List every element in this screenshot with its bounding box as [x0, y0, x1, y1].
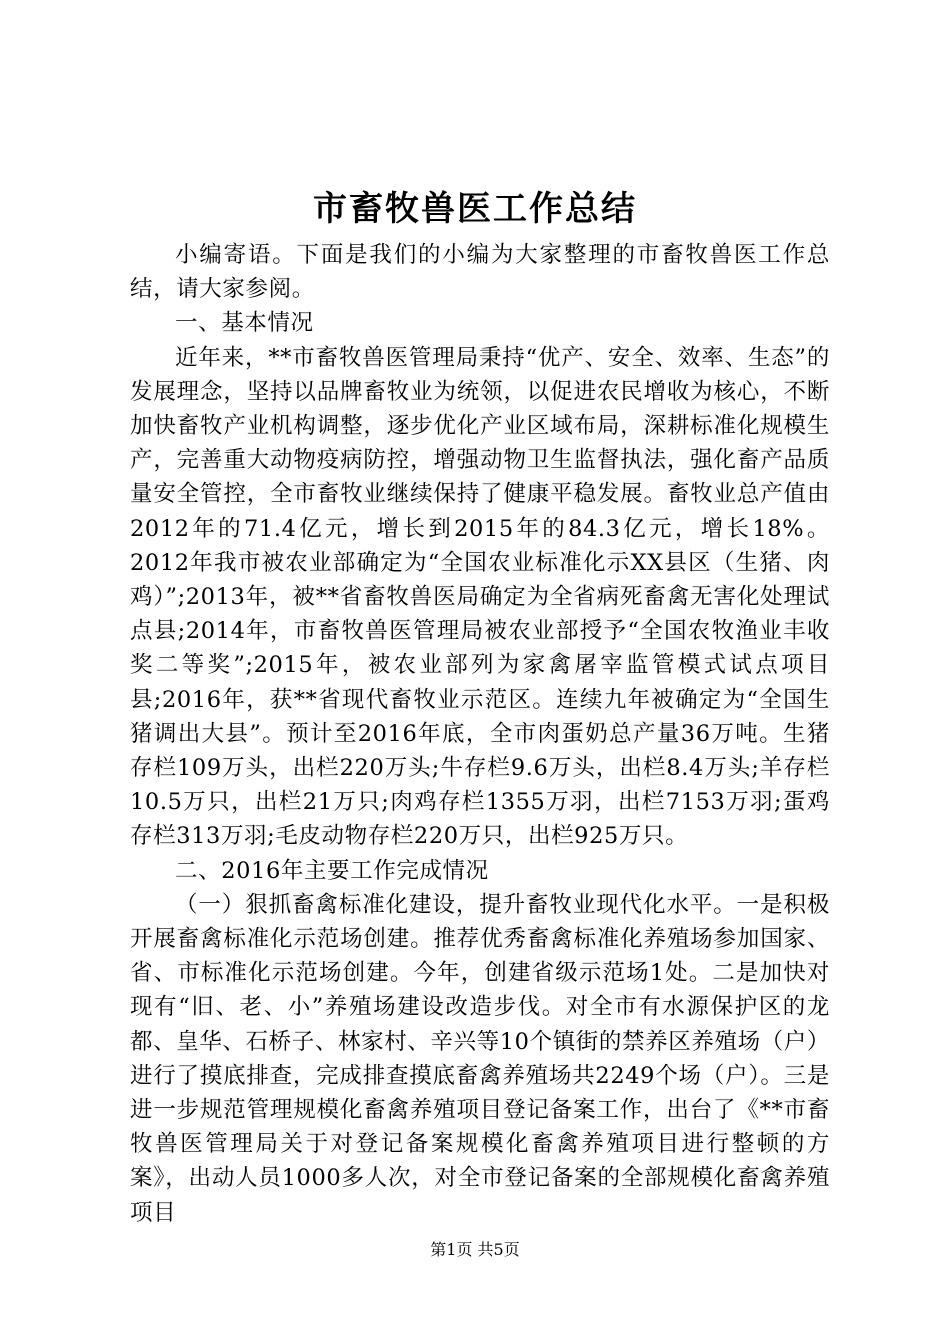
document-title: 市畜牧兽医工作总结	[313, 189, 637, 229]
main-work-paragraph: （一）狠抓畜禽标准化建设，提升畜牧业现代化水平。一是积极开展畜禽标准化示范场创建。推荐优秀畜禽标准化养殖场参加国家、省、市标准化示范场创建。今年，创建省级示范场1处。二是加快对现有“旧、老、小”养殖场建设改造步伐。对全市有水源保护区的龙都、皇华、石桥子、林家村、辛兴等10个镇街的禁养区养殖场（户）进行了摸底排查，完成排查摸底畜禽养殖场共2249个场（户）。三是进一步规范管理规模化畜禽养殖项目登记备案工作，出台了《**市畜牧兽医管理局关于对登记备案规模化畜禽养殖项目进行整顿的方案》，出动人员1000多人次，对全市登记备案的全部规模化畜禽养殖项目	[130, 891, 830, 1226]
basic-situation-paragraph: 近年来，**市畜牧兽医管理局秉持“优产、安全、效率、生态”的发展理念，坚持以品牌畜牧业为统领，以促进农民增收为核心，不断加快畜牧产业机构调整，逐步优化产业区域布局，深耕标准化规模生产，完善重大动物疫病防控，增强动物卫生监督执法，强化畜产品质量安全管控，全市畜牧业继续保持了健康平稳发展。畜牧业总产值由2012年的71.4亿元，增长到2015年的84.3亿元，增长18%。2012年我市被农业部确定为“全国农业标准化示XX县区（生猪、肉鸡）”;2013年，被**省畜牧兽医局确定为全省病死畜禽无害化处理试点县;2014年，市畜牧兽医管理局被农业部授予“全国农牧渔业丰收奖二等奖”;2015年，被农业部列为家禽屠宰监管模式试点项目县;2016年，获**省现代畜牧业示范区。连续九年被确定为“全国生猪调出大县”。预计至2016年底，全市肉蛋奶总产量36万吨。生猪存栏109万头，出栏220万头;牛存栏9.6万头，出栏8.4万头;羊存栏10.5万只，出栏21万只;肉鸡存栏1355万羽，出栏7153万羽;蛋鸡存栏313万羽;毛皮动物存栏220万只，出栏925万只。	[130, 344, 830, 850]
page-footer: 第1页 共5页	[430, 1240, 520, 1259]
section-heading-basic-situation: 一、基本情况	[175, 310, 314, 337]
document-body	[130, 238, 830, 1230]
intro-paragraph: 小编寄语。下面是我们的小编为大家整理的市畜牧兽医工作总结，请大家参阅。	[130, 242, 830, 303]
section-heading-main-work: 二、2016年主要工作完成情况	[175, 857, 489, 884]
